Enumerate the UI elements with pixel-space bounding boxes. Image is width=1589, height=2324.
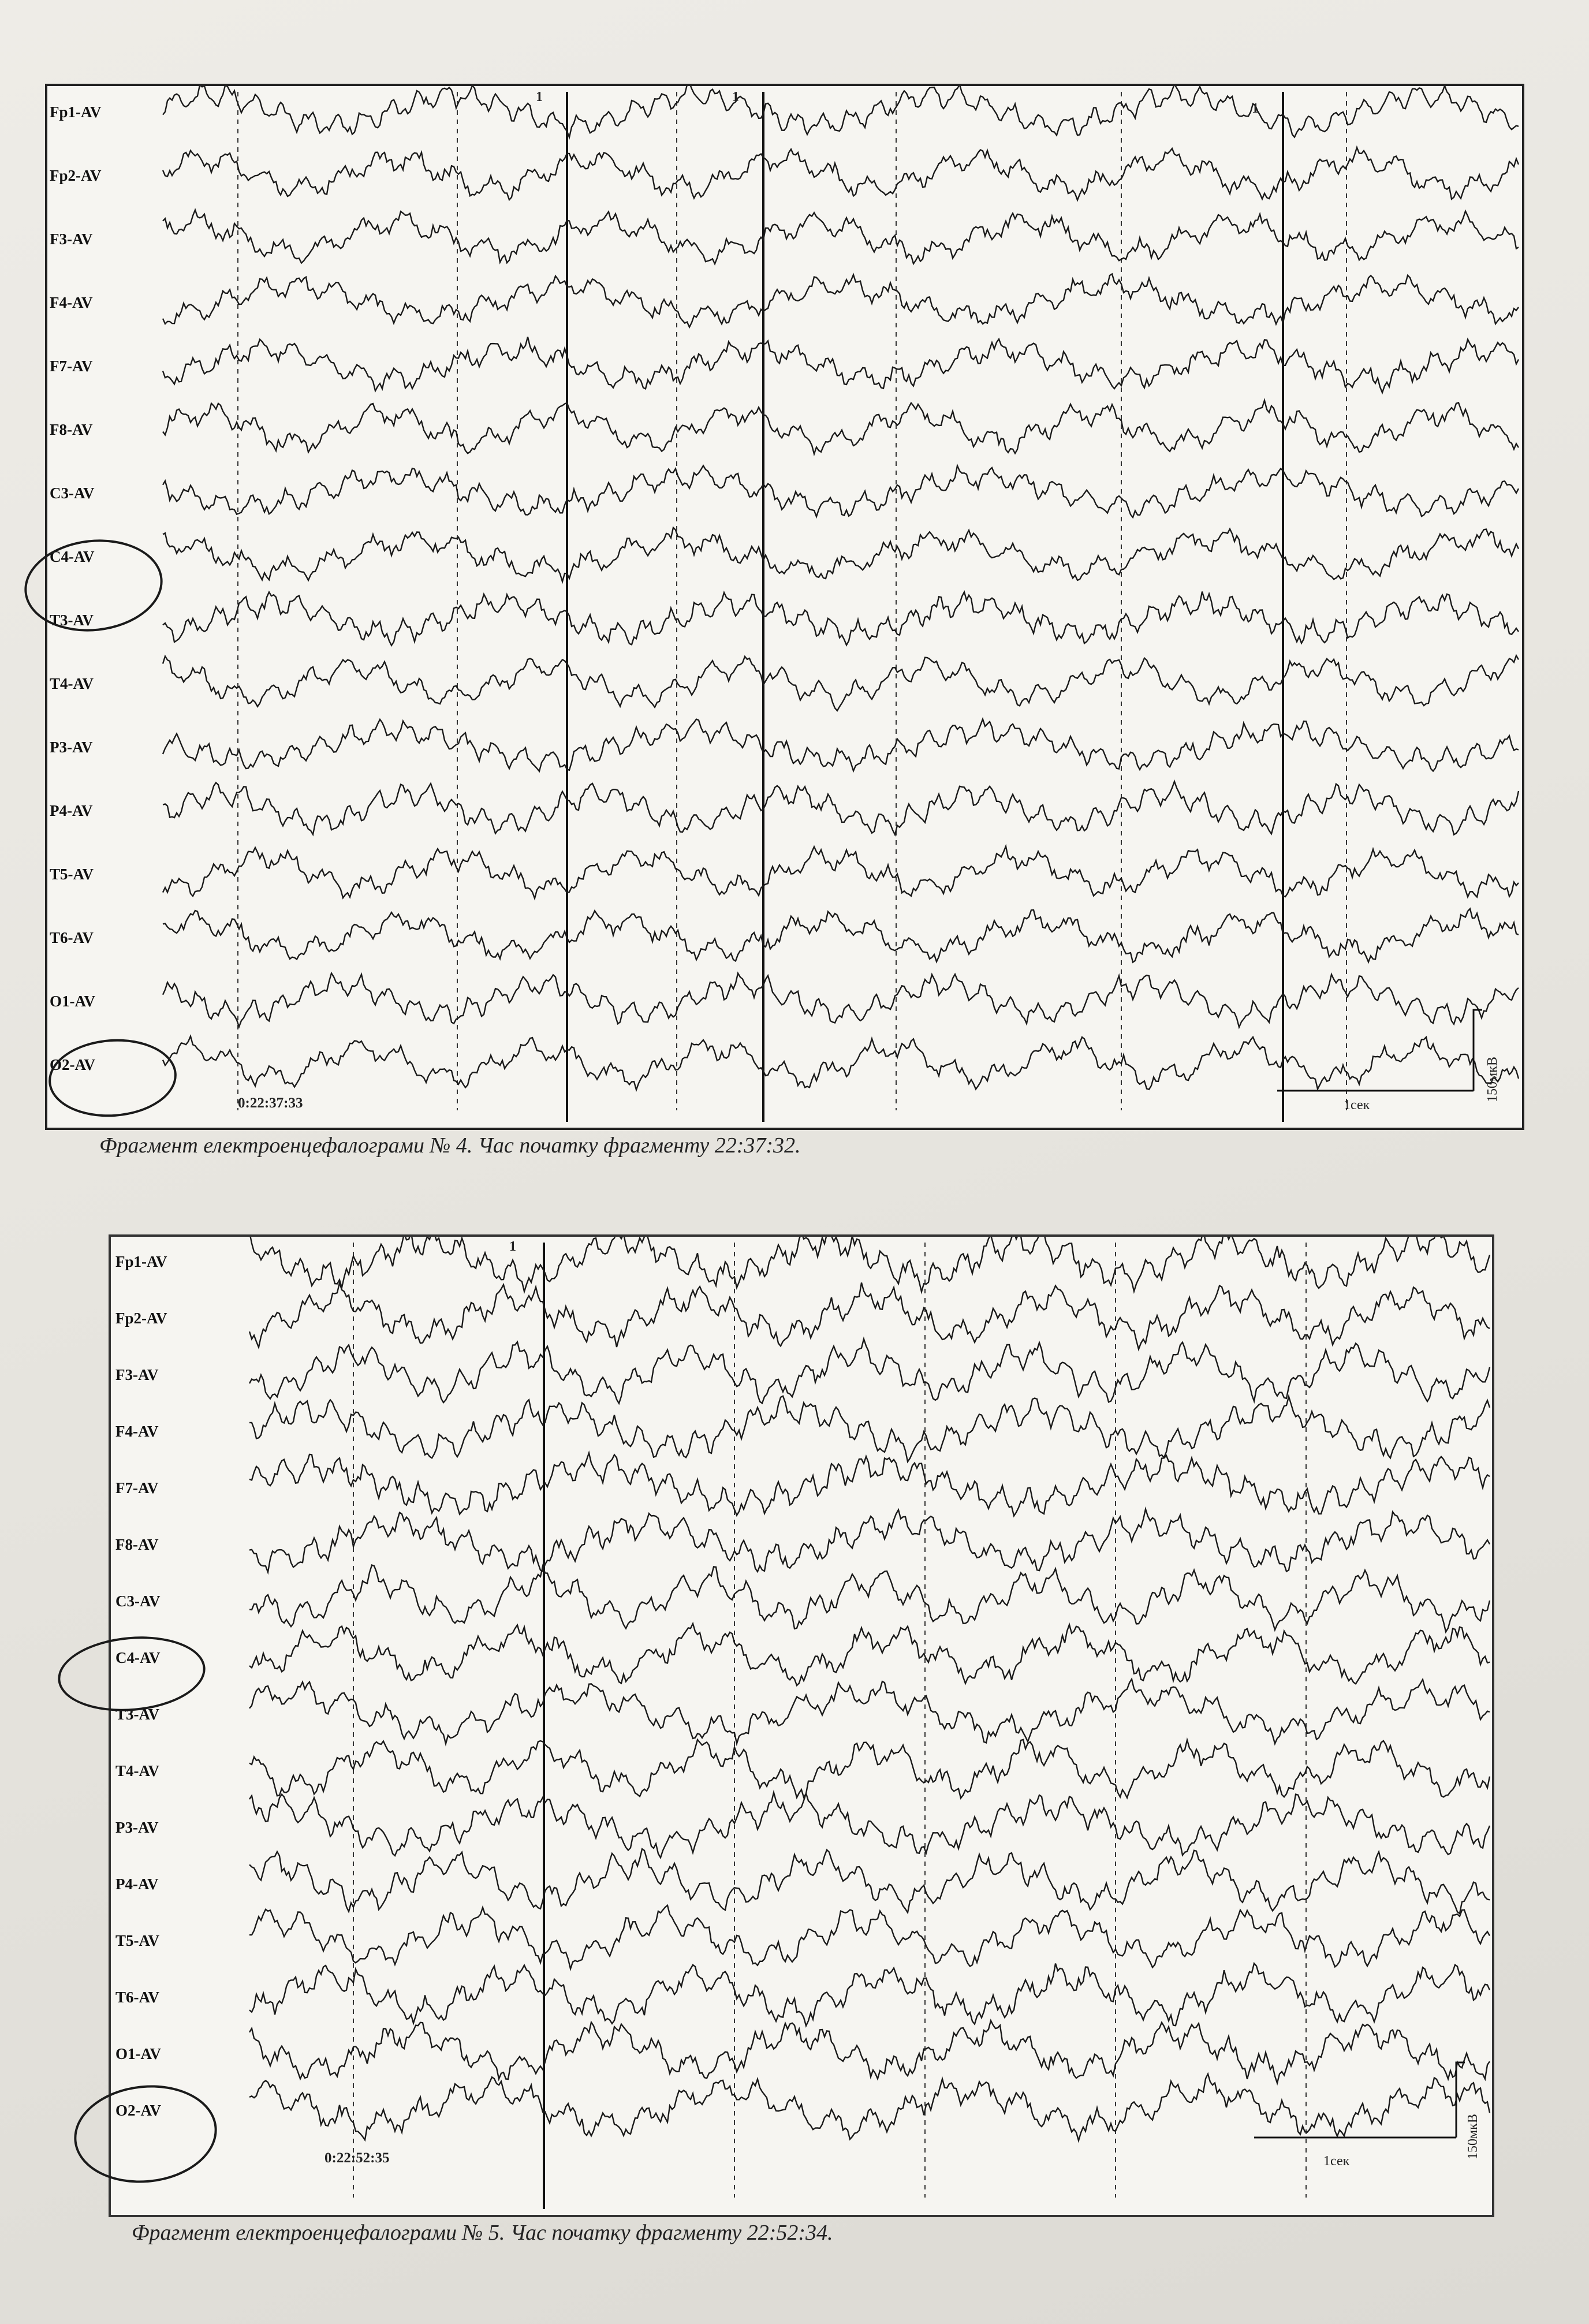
eeg-traces-fragment-5 — [111, 1237, 1492, 2215]
channel-label-o2-av: O2-AV — [115, 2102, 162, 2119]
fragment-4-amplitude-scale: 150мкВ — [1485, 1057, 1500, 1102]
eeg-trace — [163, 86, 1519, 137]
eeg-trace — [163, 147, 1519, 200]
eeg-trace — [163, 1036, 1519, 1090]
eeg-traces-fragment-4 — [47, 86, 1522, 1128]
eeg-trace — [163, 909, 1519, 963]
channel-label-p4-av: P4-AV — [50, 802, 93, 819]
eeg-trace — [249, 1237, 1490, 1292]
eeg-trace — [249, 1905, 1490, 1969]
eeg-trace — [163, 210, 1519, 264]
fragment-5-segment-marker: 1 — [509, 1239, 516, 1254]
channel-label-t6-av: T6-AV — [115, 1989, 160, 2006]
eeg-trace — [249, 1339, 1490, 1404]
eeg-trace — [163, 528, 1519, 582]
channel-label-o1-av: O1-AV — [115, 2045, 162, 2062]
fragment-4-segment-marker-a: 1 — [536, 89, 543, 105]
channel-label-t3-av: T3-AV — [50, 611, 94, 629]
channel-label-fp1-av: Fp1-AV — [50, 103, 102, 121]
channel-label-t5-av: T5-AV — [50, 866, 94, 883]
channel-label-fp1-av: Fp1-AV — [115, 1253, 167, 1270]
eeg-trace — [249, 1282, 1490, 1349]
eeg-fragment-5 — [109, 1234, 1494, 2217]
eeg-trace — [163, 274, 1519, 327]
channel-label-fp2-av: Fp2-AV — [50, 167, 102, 184]
channel-label-f3-av: F3-AV — [50, 230, 93, 248]
channel-label-o1-av: O1-AV — [50, 993, 96, 1010]
channel-label-t6-av: T6-AV — [50, 929, 94, 946]
eeg-trace — [249, 1565, 1490, 1632]
fragment-4-segment-marker-c: 1 — [1252, 101, 1259, 116]
channel-label-c3-av: C3-AV — [115, 1592, 161, 1610]
channel-label-c4-av: C4-AV — [50, 548, 95, 565]
eeg-trace — [163, 337, 1519, 393]
channel-label-f4-av: F4-AV — [50, 294, 93, 311]
eeg-trace — [249, 1679, 1490, 1744]
eeg-trace — [249, 1849, 1490, 1913]
channel-label-o2-av: O2-AV — [50, 1056, 96, 1073]
eeg-trace — [163, 655, 1519, 710]
fragment-5-amplitude-scale: 150мкВ — [1465, 2114, 1480, 2159]
channel-label-f7-av: F7-AV — [115, 1479, 159, 1497]
channel-label-c4-av: C4-AV — [115, 1649, 161, 1666]
fragment-4-time-scale: 1сек — [1344, 1098, 1370, 1113]
eeg-trace — [163, 466, 1519, 518]
eeg-trace — [163, 400, 1519, 454]
eeg-fragment-4 — [45, 84, 1524, 1130]
eeg-trace — [163, 781, 1519, 834]
fragment-5-timestamp: 0:22:52:35 — [324, 2150, 390, 2166]
eeg-trace — [163, 592, 1519, 646]
fragment-5-caption: Фрагмент електроенцефалограми № 5. Час початку фрагменту 22:52:34. — [132, 2221, 833, 2245]
fragment-5-time-scale: 1сек — [1323, 2154, 1350, 2169]
fragment-4-segment-marker-b: 1 — [732, 89, 739, 105]
eeg-trace — [163, 719, 1519, 771]
eeg-trace — [249, 1509, 1490, 1572]
eeg-trace — [249, 1396, 1490, 1462]
channel-label-fp2-av: Fp2-AV — [115, 1310, 167, 1327]
channel-label-t3-av: T3-AV — [115, 1706, 160, 1723]
eeg-trace — [163, 846, 1519, 898]
channel-label-f8-av: F8-AV — [115, 1536, 159, 1553]
eeg-trace — [249, 2074, 1490, 2140]
eeg-trace — [249, 1963, 1490, 2025]
fragment-4-timestamp: 0:22:37:33 — [238, 1095, 303, 1111]
channel-label-f4-av: F4-AV — [115, 1423, 159, 1440]
channel-label-f8-av: F8-AV — [50, 421, 93, 438]
channel-label-t4-av: T4-AV — [115, 1762, 160, 1780]
channel-label-f3-av: F3-AV — [115, 1366, 159, 1383]
fragment-4-caption: Фрагмент електроенцефалограми № 4. Час початку фрагменту 22:37:32. — [99, 1133, 801, 1158]
channel-label-p4-av: P4-AV — [115, 1875, 159, 1893]
channel-label-t4-av: T4-AV — [50, 675, 94, 692]
calibration-scale-bar — [1254, 2062, 1465, 2138]
channel-label-f7-av: F7-AV — [50, 357, 93, 375]
eeg-trace — [249, 1624, 1490, 1685]
calibration-scale-bar — [1277, 1010, 1482, 1091]
eeg-trace — [249, 1740, 1490, 1798]
channel-label-t5-av: T5-AV — [115, 1932, 160, 1949]
eeg-trace — [249, 1792, 1490, 1857]
channel-label-p3-av: P3-AV — [50, 738, 93, 756]
eeg-trace — [249, 1453, 1490, 1516]
eeg-trace — [163, 973, 1519, 1028]
channel-label-c3-av: C3-AV — [50, 484, 95, 502]
eeg-trace — [249, 2021, 1490, 2083]
channel-label-p3-av: P3-AV — [115, 1819, 159, 1836]
